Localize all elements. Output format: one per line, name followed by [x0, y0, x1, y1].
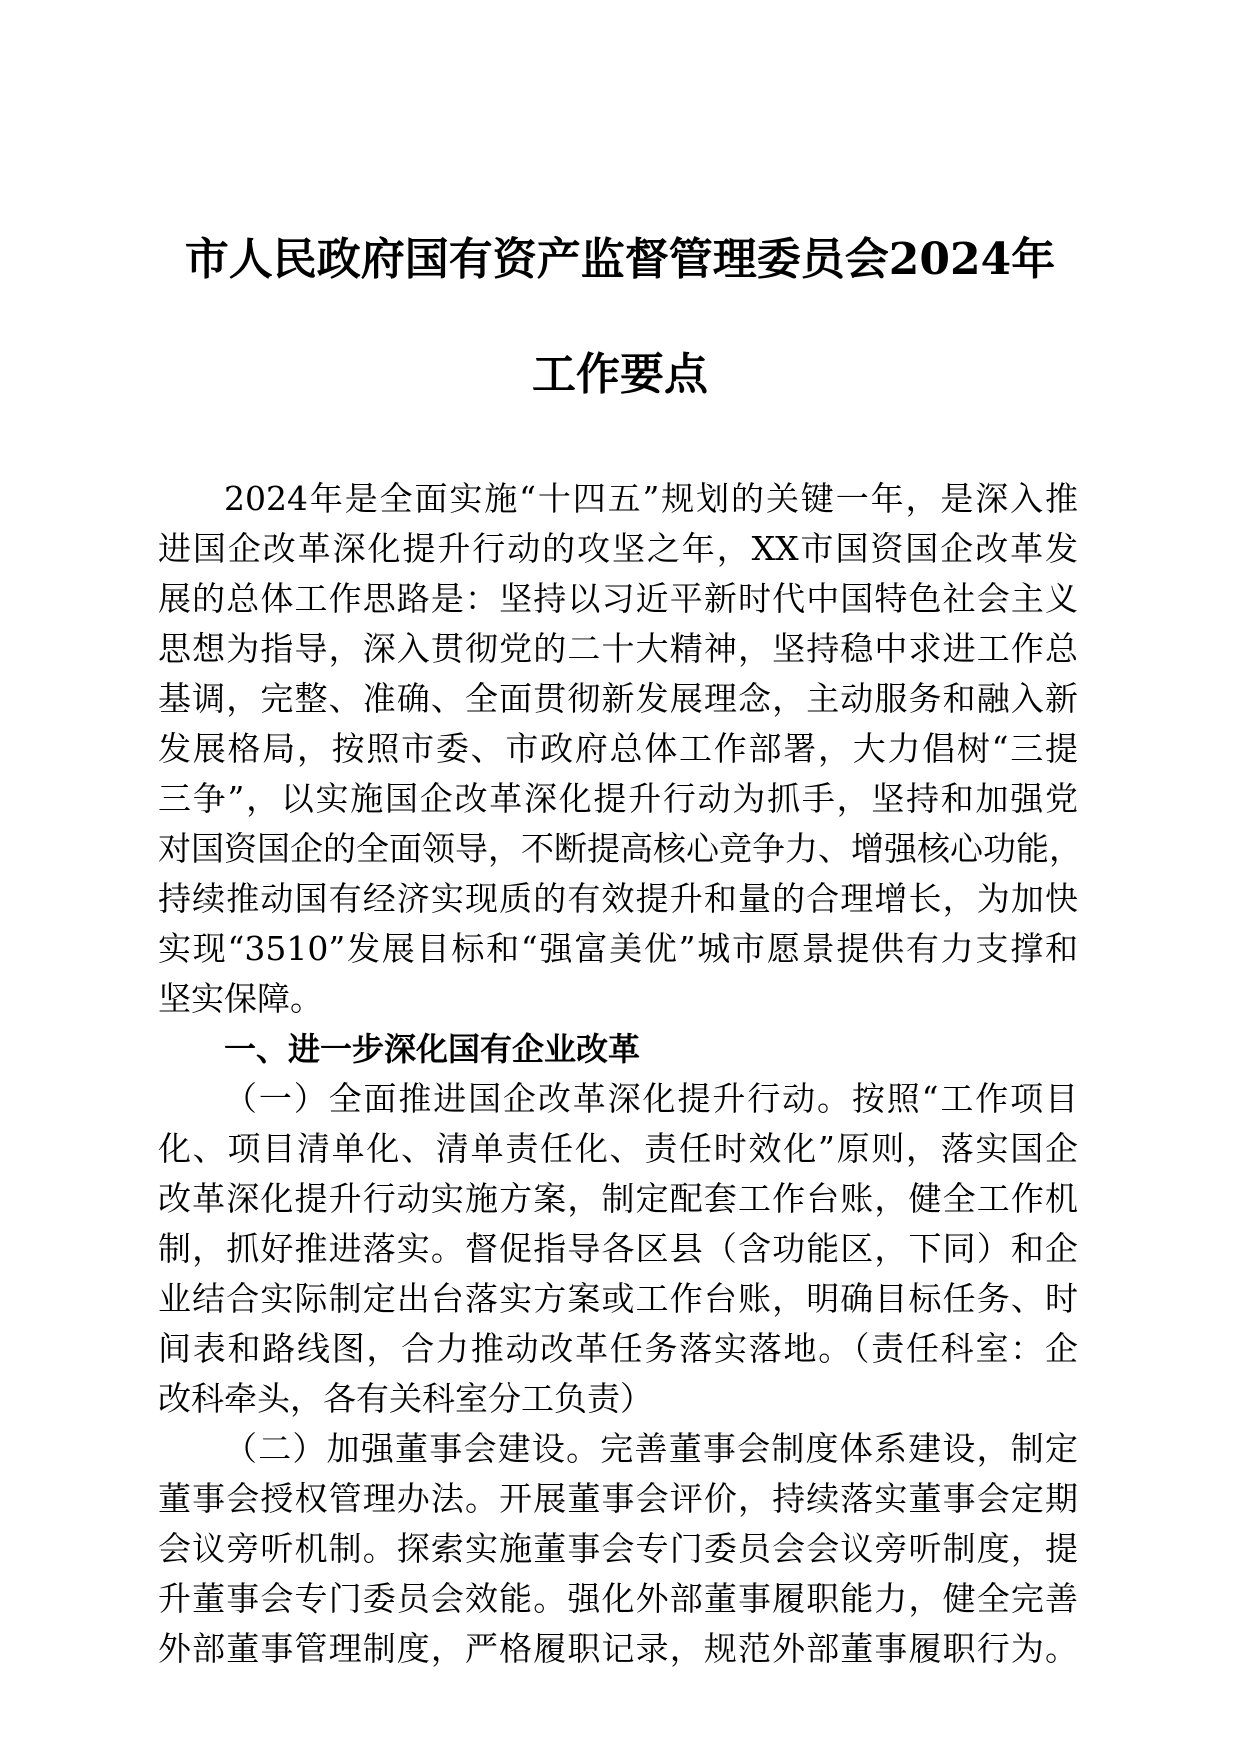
item-1-line: （一）全面推进国企改革深化提升行动。按照“工作项目: [224, 1079, 1078, 1118]
item-1-line: 间表和路线图，合力推动改革任务落实落地。（责任科室：企: [158, 1329, 1078, 1368]
item-2-line: （二）加强董事会建设。完善董事会制度体系建设，制定: [224, 1429, 1078, 1468]
item-2-line: 外部董事管理制度，严格履职记录，规范外部董事履职行为。: [158, 1629, 1078, 1668]
item-2-line: 升董事会专门委员会效能。强化外部董事履职能力，健全完善: [158, 1579, 1078, 1618]
intro-line: 基调，完整、准确、全面贯彻新发展理念，主动服务和融入新: [158, 679, 1078, 718]
intro-line: 发展格局，按照市委、市政府总体工作部署，大力倡树“三提: [158, 729, 1078, 768]
intro-line: 持续推动国有经济实现质的有效提升和量的合理增长，为加快: [158, 879, 1078, 918]
document-title-line-1: 市人民政府国有资产监督管理委员会2024年: [184, 234, 1056, 285]
intro-line: 三争”，以实施国企改革深化提升行动为抓手，坚持和加强党: [158, 779, 1078, 818]
intro-line: 对国资国企的全面领导，不断提高核心竞争力、增强核心功能，: [158, 829, 1082, 868]
item-2-line: 会议旁听机制。探索实施董事会专门委员会会议旁听制度，提: [158, 1529, 1078, 1568]
document-body: [158, 474, 1082, 1674]
item-1-line: 制，抓好推进落实。督促指导各区县（含功能区，下同）和企: [158, 1229, 1078, 1268]
section-heading: 一、进一步深化国有企业改革: [224, 1030, 641, 1068]
intro-line: 进国企改革深化提升行动的攻坚之年，XX市国资国企改革发: [158, 529, 1078, 568]
item-1-line: 业结合实际制定出台落实方案或工作台账，明确目标任务、时: [158, 1279, 1078, 1318]
intro-line: 思想为指导，深入贯彻党的二十大精神，坚持稳中求进工作总: [158, 629, 1078, 668]
intro-line: 实现“3510”发展目标和“强富美优”城市愿景提供有力支撑和: [158, 929, 1078, 968]
item-1-line: 改革深化提升行动实施方案，制定配套工作台账，健全工作机: [158, 1179, 1078, 1218]
item-1-line: 化、项目清单化、清单责任化、责任时效化”原则，落实国企: [158, 1129, 1078, 1168]
intro-line: 展的总体工作思路是：坚持以习近平新时代中国特色社会主义: [158, 579, 1078, 618]
item-2-line: 董事会授权管理办法。开展董事会评价，持续落实董事会定期: [158, 1479, 1078, 1518]
document-title-line-2: 工作要点: [532, 349, 708, 400]
intro-line: 坚实保障。: [158, 979, 323, 1018]
item-1-line: 改科牵头，各有关科室分工负责）: [158, 1379, 653, 1418]
intro-line: 2024年是全面实施“十四五”规划的关键一年，是深入推: [224, 479, 1078, 518]
